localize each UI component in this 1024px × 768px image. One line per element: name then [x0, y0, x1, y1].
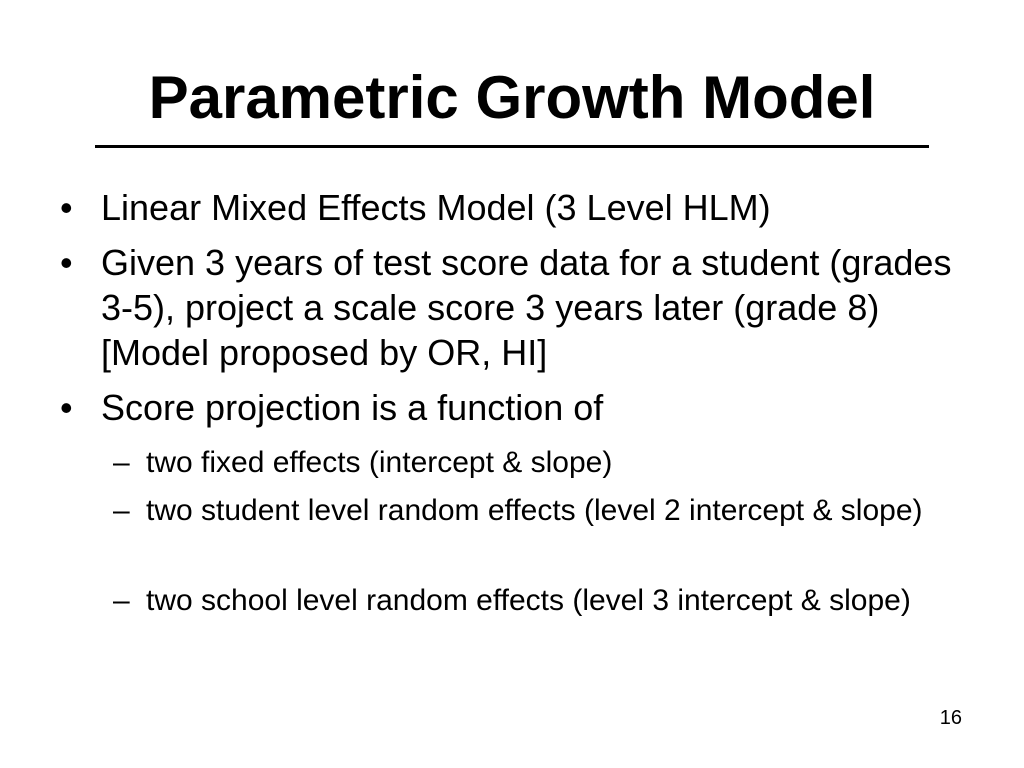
sub-bullet-marker: –: [113, 446, 130, 479]
sub-bullet-item: [113, 492, 973, 530]
bullet-text: Linear Mixed Effects Model (3 Level HLM): [101, 187, 771, 228]
sub-bullet-marker: –: [113, 584, 130, 617]
bullet-text: Score projection is a function of: [101, 387, 604, 428]
bullet-item: [60, 385, 960, 430]
title-underline: [95, 145, 929, 148]
slide-title: Parametric Growth Model: [148, 64, 876, 131]
sub-bullet-text: two school level random effects (level 3 intercept & slope): [146, 584, 911, 617]
sub-bullet-text: two student level random effects (level 2 intercept & slope): [146, 494, 923, 527]
sub-bullet-item: [113, 582, 973, 620]
bullet-marker: •: [60, 187, 73, 228]
bullet-marker: •: [60, 242, 73, 283]
sub-bullet-item: [113, 444, 973, 482]
bullet-item: [60, 185, 960, 230]
bullet-text: Given 3 years of test score data for a student (grades 3-5), project a scale score 3 years later (grade 8) [Model proposed by OR, HI]: [101, 242, 952, 373]
page-number: 16: [939, 707, 962, 729]
bullet-item: [60, 240, 960, 375]
bullet-marker: •: [60, 387, 73, 428]
sub-bullet-text: two fixed effects (intercept & slope): [146, 446, 613, 479]
sub-bullet-marker: –: [113, 494, 130, 527]
